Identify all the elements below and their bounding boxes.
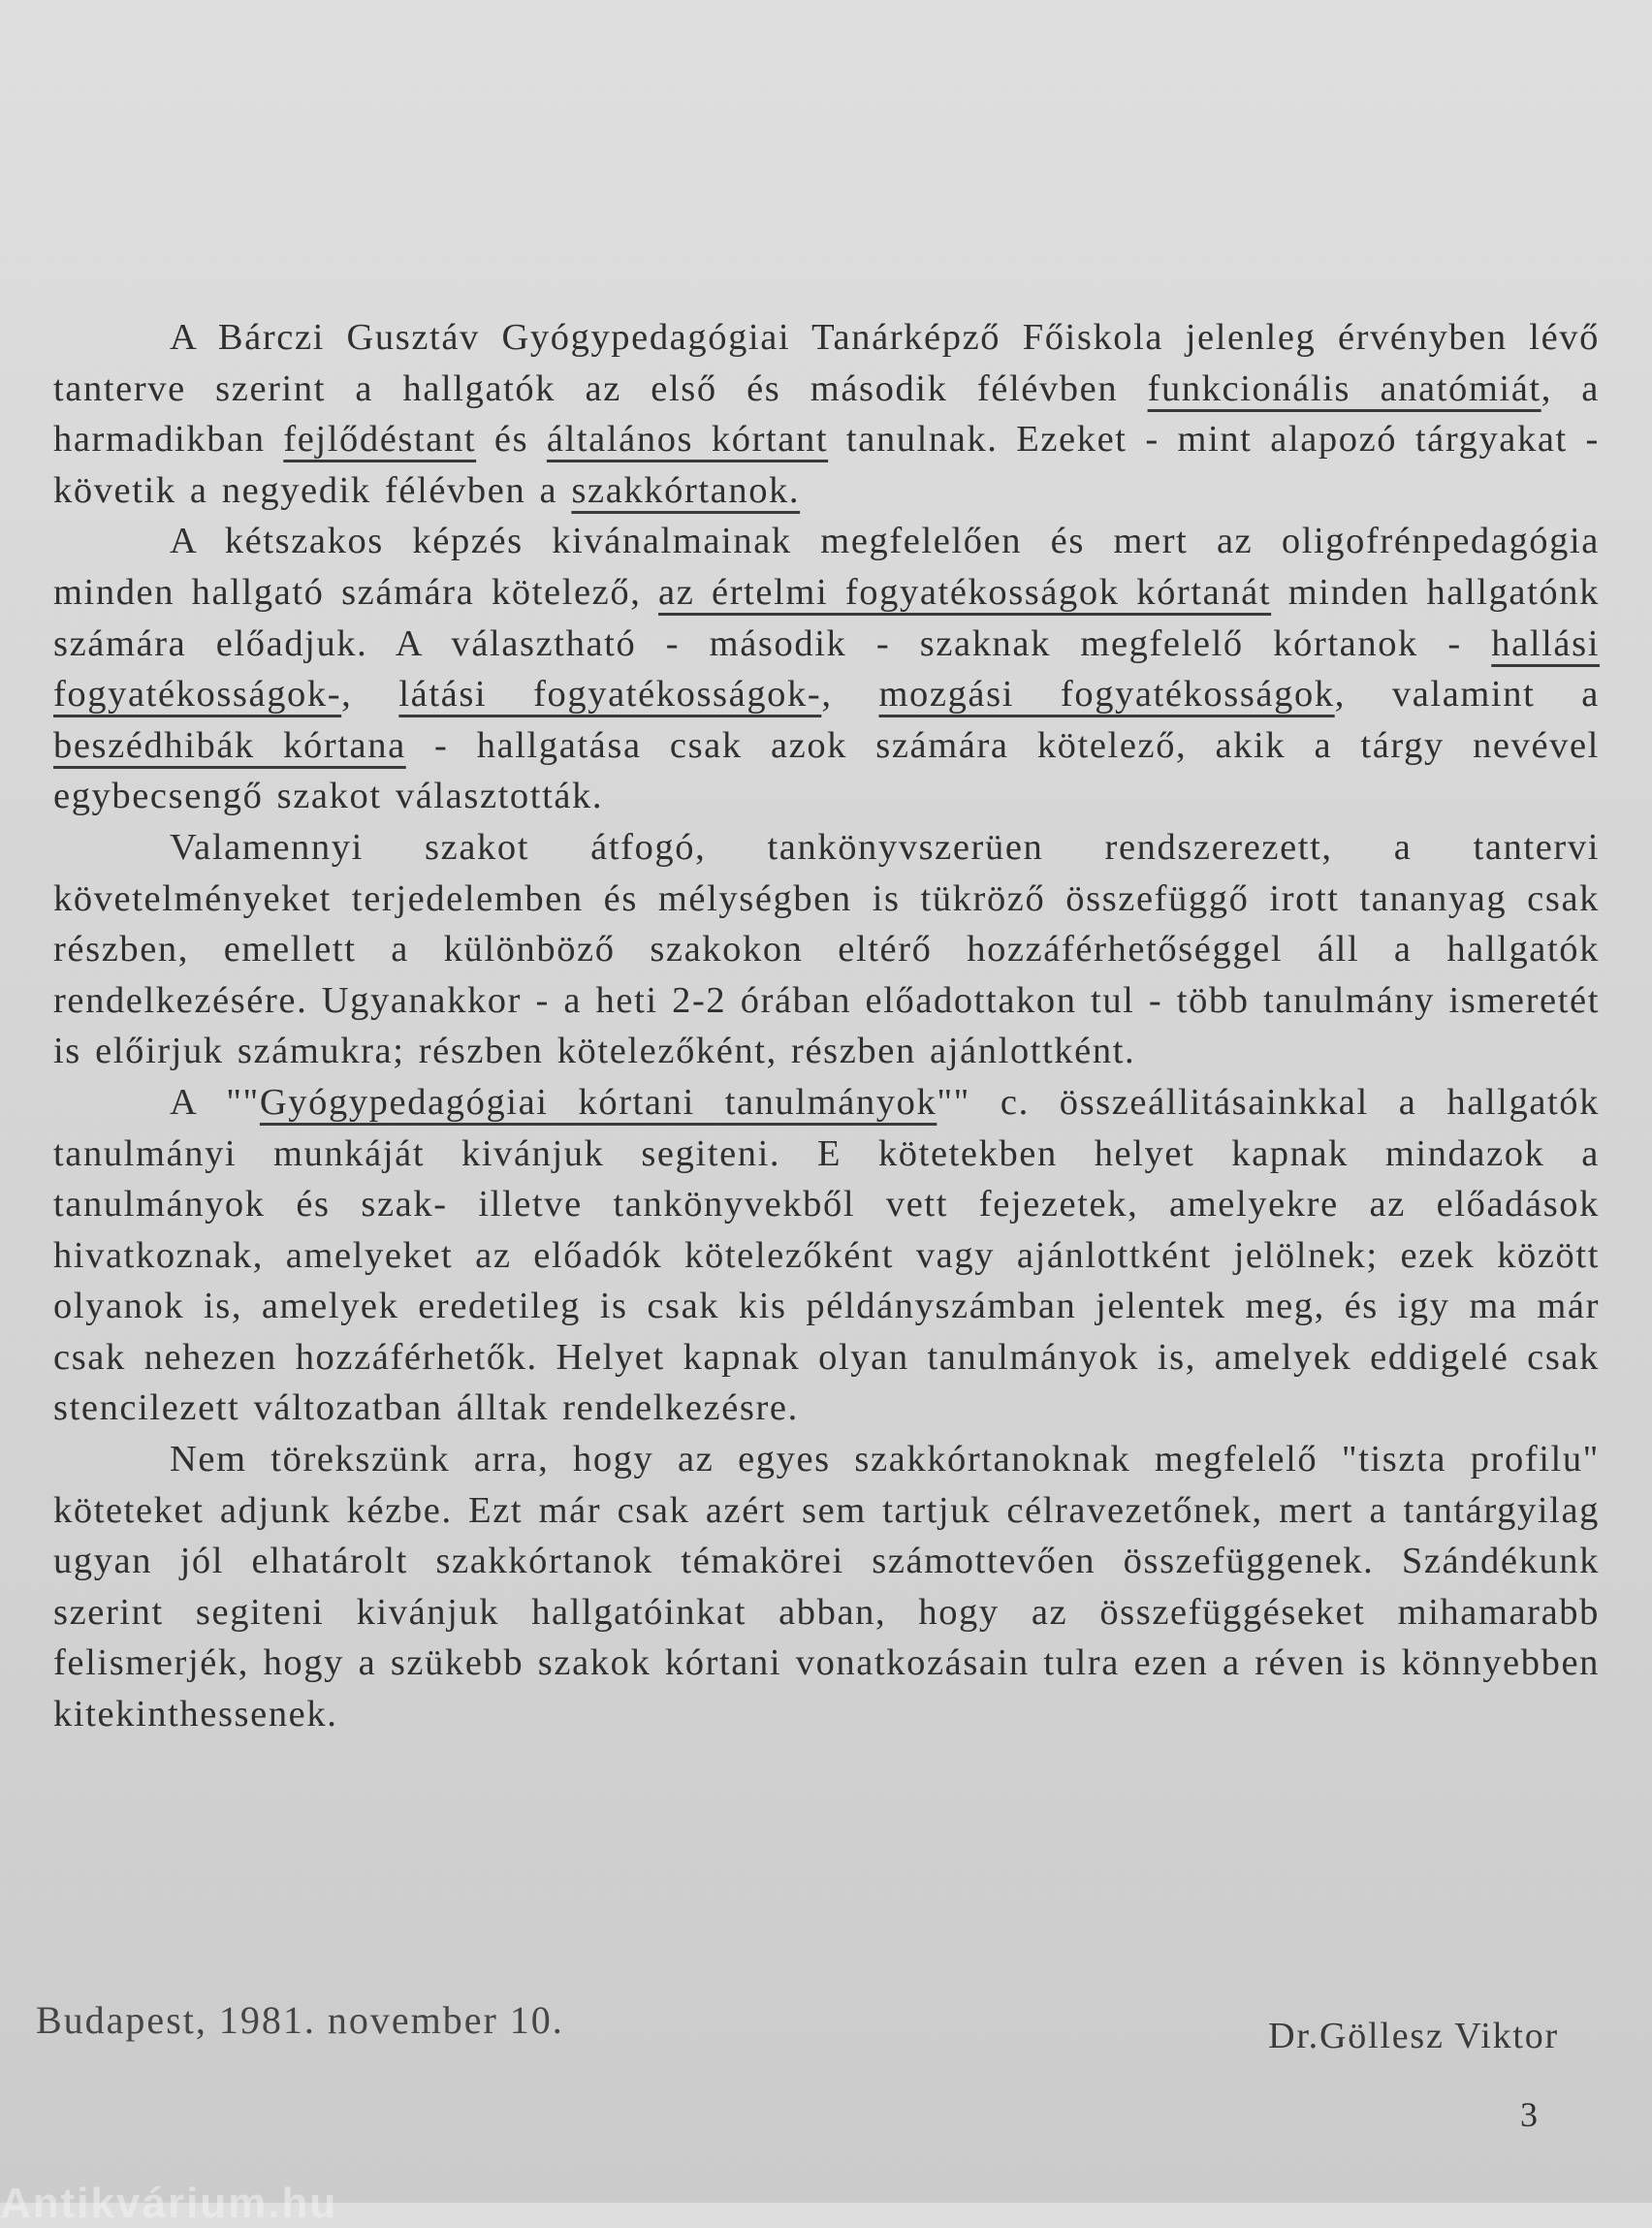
- text-run: "" c. összeállitásainkkal a hallgatók tanulmányi munkáját kivánjuk segiteni. E kötetekben helyet kapnak mindazok a tanulmányok és szak- illetve tankönyvekből vett fejezetek, amelyekre az előadások hivatkoznak, amelyeket az előadók kötelezőként vagy ajánlottként jelölnek; ezek között olyanok is, amelyek eredetileg is csak kis példányszámban jelentek meg, és igy ma már csak nehezen hozzáférhetők. Helyet kapnak olyan tanulmányok is, amelyek eddigelé csak stencilezett változatban álltak rendelkezésre.: [53, 1081, 1601, 1429]
- text-run: A "": [170, 1081, 260, 1123]
- underlined-term: szakkórtanok.: [571, 469, 801, 511]
- preface-body: [53, 312, 1600, 1740]
- underlined-term: hallási fogyatékosságok-: [53, 622, 1600, 716]
- author-signature: Dr.Göllesz Viktor: [1268, 2016, 1559, 2056]
- paragraph: [53, 1077, 1600, 1434]
- date-line: Budapest, 1981. november 10.: [36, 1998, 564, 2042]
- text-run: Nem törekszünk arra, hogy az egyes szakkórtanoknak megfelelő "tiszta profilu" köteteket adjunk kézbe. Ezt már csak azért sem tartjuk célravezetőnek, mert a tantárgyilag ugyan jól elhatárolt szakkórtanok témakörei számottevően összefüggenek. Szándékunk szerint segiteni kivánjuk hallgatóinkat abban, hogy az összefüggéseket mihamarabb felismerjék, hogy a szükebb szakok kórtani vonatkozásain tulra ezen a réven is könnyebben kitekinthessenek.: [53, 1439, 1600, 1735]
- text-run: , a harmadikban: [53, 367, 1600, 461]
- paragraph: [53, 822, 1600, 1077]
- text-run: és: [476, 419, 547, 461]
- paragraph: [53, 516, 1600, 822]
- underlined-term: mozgási fogyatékosságok: [878, 674, 1335, 716]
- text-run: ,: [821, 674, 879, 716]
- text-run: Valamennyi szakot átfogó, tankönyvszerüen rendszerezett, a tantervi követelményeket terjedelemben és mélységben is tükröző összefüggő irott tananyag csak részben, emellett a különböző szakokon eltérő hozzáférhetőséggel áll a hallgatók rendelkezésére. Ugyanakkor - a heti 2-2 órában előadottakon tul - több tanulmány ismeretét is előirjuk számukra; részben kötelezőként, részben ajánlottként.: [53, 826, 1600, 1072]
- underlined-term: az értelmi fogyatékosságok kórtanát: [658, 571, 1272, 613]
- paragraph: [53, 1434, 1600, 1740]
- text-run: A kétszakos képzés kivánalmainak megfelelően és mert az oligofrénpedagógia minden hallgató számára kötelező,: [53, 521, 1600, 613]
- paragraph: [53, 312, 1600, 516]
- text-run: tanulnak. Ezeket - mint alapozó tárgyakat - követik a negyedik félévben a: [53, 419, 1600, 511]
- text-run: - hallgatása csak azok számára kötelező, akik a tárgy nevével egybecsengő szakot választották.: [53, 724, 1600, 817]
- text-run: , valamint a: [1334, 674, 1600, 716]
- underlined-term: funkcionális anatómiát: [1147, 367, 1541, 409]
- page-number: 3: [1520, 2095, 1538, 2134]
- text-run: A Bárczi Gusztáv Gyógypedagógiai Tanárképző Főiskola jelenleg érvényben lévő tanterve szerint a hallgatók az első és második félévben: [53, 317, 1600, 409]
- underlined-term: Gyógypedagógiai kórtani tanulmányok: [259, 1081, 937, 1123]
- underlined-term: látási fogyatékosságok-: [398, 674, 822, 716]
- text-run: minden hallgatónk számára előadjuk. A választható - második - szaknak megfelelő kórtanok -: [53, 571, 1600, 664]
- underlined-term: általános kórtant: [546, 419, 829, 461]
- underlined-term: beszédhibák kórtana: [53, 724, 406, 766]
- text-run: ,: [341, 674, 399, 716]
- site-watermark: Antikvárium.hu: [0, 2180, 338, 2227]
- underlined-term: fejlődéstant: [283, 419, 477, 461]
